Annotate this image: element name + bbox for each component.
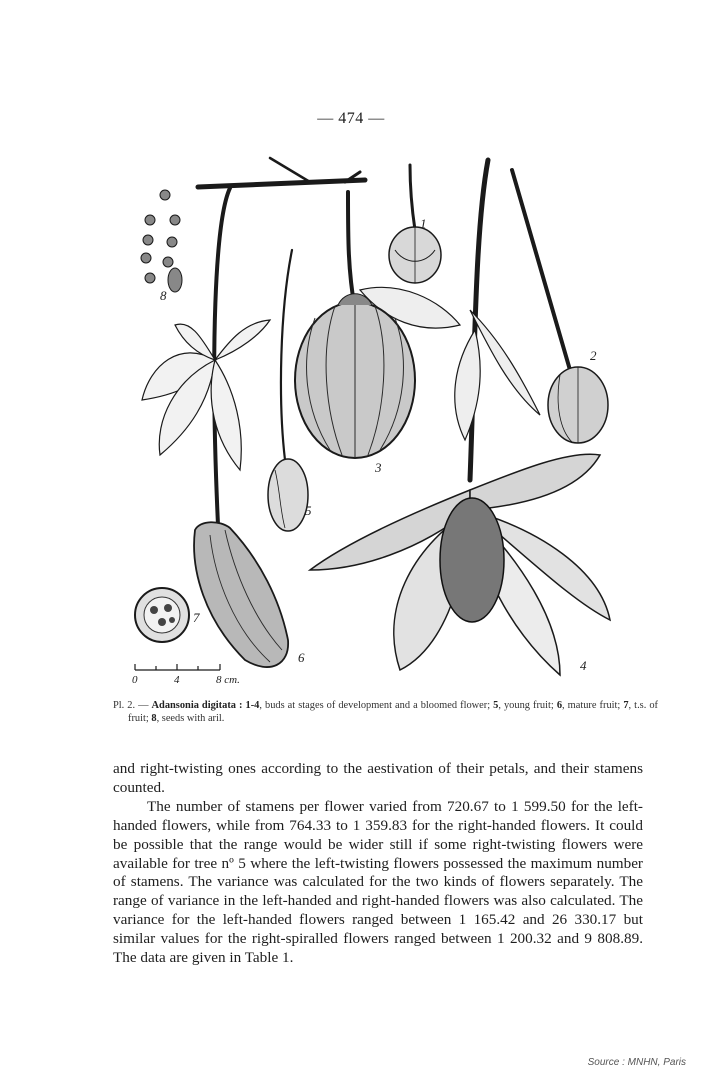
caption-ref: 7 xyxy=(623,700,629,711)
body-paragraph: and right-twisting ones according to the aestivation of their petals, and their stamens counted. xyxy=(113,760,643,796)
bloomed-flower-4-icon xyxy=(310,454,610,675)
young-fruit-5-icon xyxy=(268,459,308,531)
caption-text: , buds at stages of development and a bloomed flower; xyxy=(259,700,494,711)
caption-text: , mature fruit; xyxy=(562,700,624,711)
plate-label-3: 3 xyxy=(375,460,382,475)
plate-label-4: 4 xyxy=(580,658,587,673)
plate-label-2: 2 xyxy=(590,348,597,363)
caption-text: , seeds with aril. xyxy=(156,712,225,724)
plate-drawing xyxy=(120,150,630,695)
caption-ref: 6 xyxy=(556,700,563,711)
caption-text: , t.s. of fruit; xyxy=(128,700,658,724)
page-number: — 474 — xyxy=(317,110,385,127)
plate-label-7: 7 xyxy=(193,610,200,625)
caption-ref: 5 xyxy=(493,700,499,711)
caption-ref: 8 xyxy=(151,712,157,724)
caption-text: , young fruit; xyxy=(498,700,557,711)
source-credit: Source : MNHN, Paris xyxy=(587,1057,686,1068)
fruit-cross-section-7-icon xyxy=(135,588,189,642)
leaf-cluster-icon xyxy=(142,320,270,470)
scale-bar xyxy=(135,664,220,670)
botanical-plate-illustration xyxy=(120,150,630,695)
caption-prefix: Pl. 2. — xyxy=(113,700,152,711)
plate-caption xyxy=(113,700,658,725)
scale-tick-0: 0 xyxy=(132,674,138,686)
seeds-8-icon xyxy=(141,190,182,292)
bud-2-icon xyxy=(548,367,608,443)
scale-tick-8cm: 8 cm. xyxy=(216,674,240,686)
plate-label-6: 6 xyxy=(298,650,305,665)
mature-fruit-6-icon xyxy=(194,522,288,667)
body-paragraph: The number of stamens per flower varied from 720.67 to 1 599.50 for the left-handed flowers, while from 764.33 to 1 359.83 for the right-handed flowers. It could be possible that the range would be wider still if some right-twisting flowers were available for tree nº 5 where the left-twisting flowers possessed the maximum number of stamens. The variance was calculated for the two kinds of flowers separately. The range of variance in the left-handed and right-handed flowers was also calculated. The variance for the left-handed flowers ranged between 1 165.42 and 26 330.17 but similar values for the right-spiralled flowers ranged between 1 200.32 and 9 808.89. The data are given in Table 1. xyxy=(113,797,643,967)
plate-label-5: 5 xyxy=(305,503,312,518)
body-text xyxy=(113,760,643,968)
caption-ref: 1-4 xyxy=(245,700,260,711)
plate-label-8: 8 xyxy=(160,288,167,303)
bud-1-icon xyxy=(389,227,441,283)
caption-species: Adansonia digitata : xyxy=(151,700,246,711)
plate-label-1: 1 xyxy=(420,216,427,231)
scale-tick-4: 4 xyxy=(174,674,180,686)
